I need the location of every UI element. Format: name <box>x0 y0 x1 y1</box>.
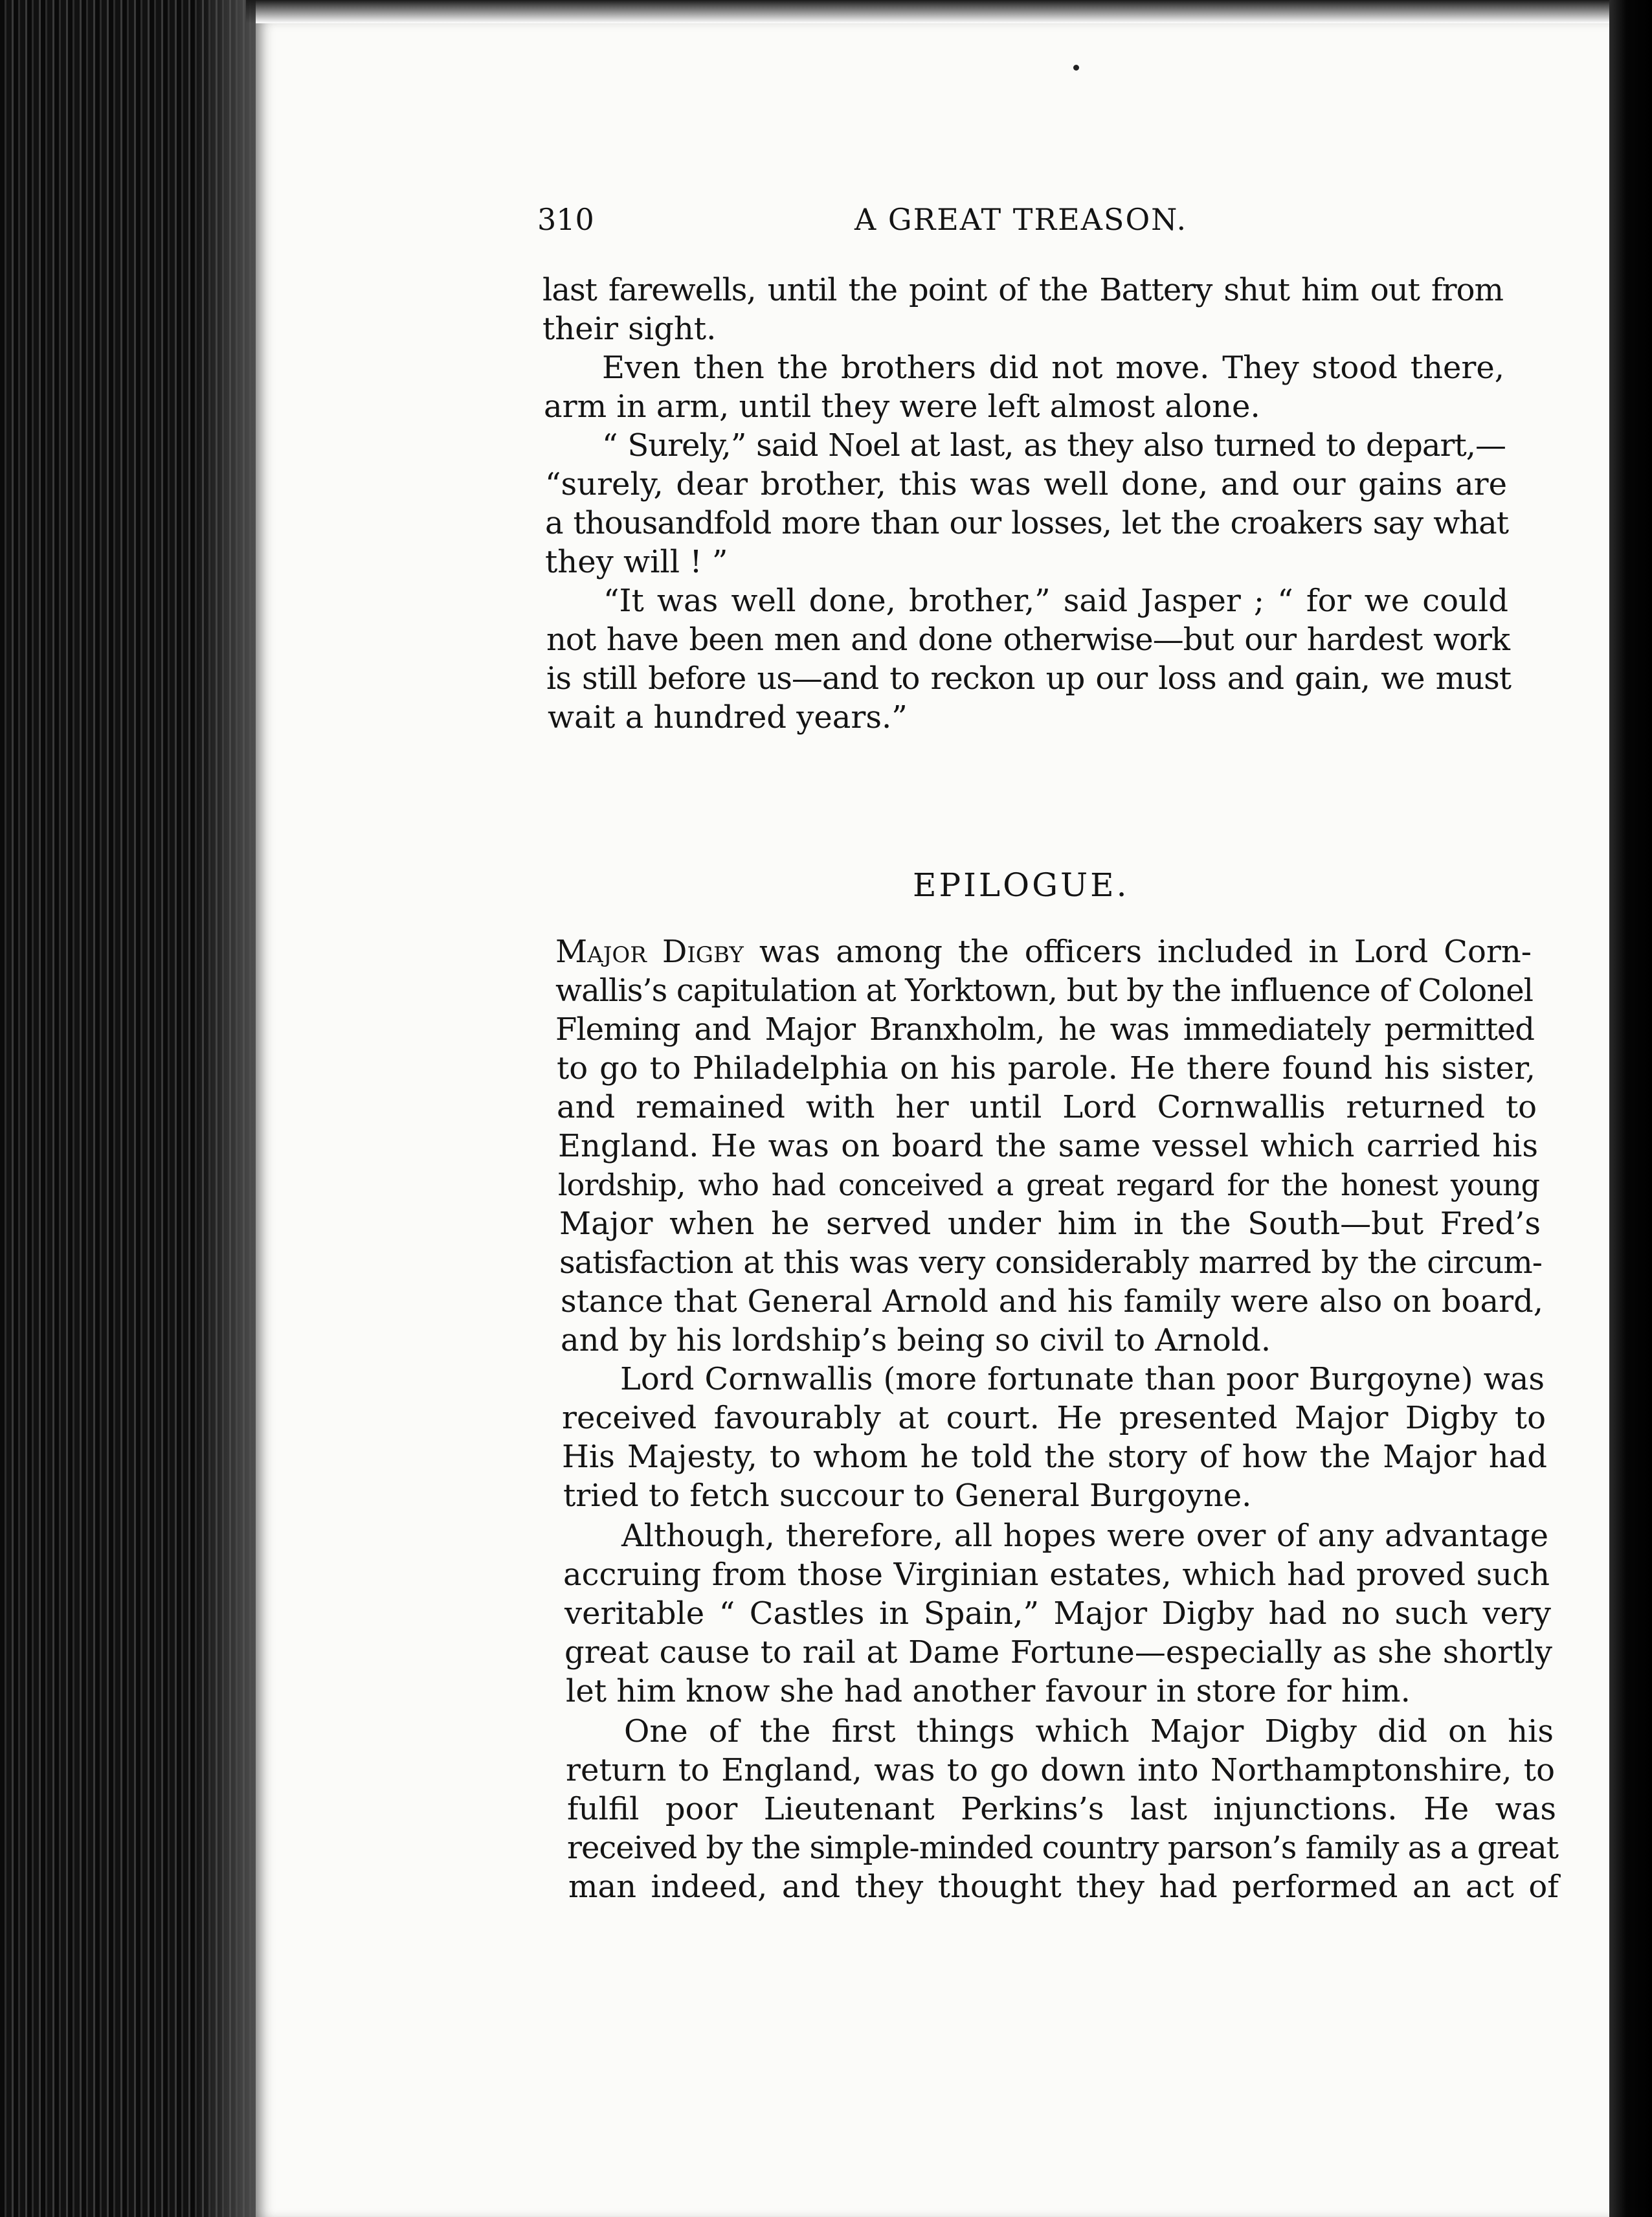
text-line: last farewells, until the point of the Battery shut him out from <box>542 272 1503 308</box>
right-page-edge <box>1609 0 1652 2217</box>
text-line: let him know she had another favour in store for him. <box>566 1673 1411 1709</box>
text-line: and by his lordship’s being so civil to Arnold. <box>561 1322 1271 1358</box>
text-line: they will ! ” <box>545 544 728 580</box>
text-line: Major when he served under him in the South—but Fred’s <box>559 1206 1541 1242</box>
top-edge-shadow <box>246 0 1612 23</box>
text-line: tried to fetch succour to General Burgoyne. <box>563 1478 1252 1514</box>
text-line: return to England, was to go down into Northamptonshire, to <box>566 1752 1555 1788</box>
text-line: man indeed, and they thought they had performed an act of <box>568 1869 1559 1905</box>
running-head <box>537 202 1188 243</box>
text-line: England. He was on board the same vessel which carried his <box>558 1128 1538 1164</box>
text-line: Although, therefore, all hopes were over of any advantage <box>621 1518 1548 1554</box>
text-line: to go to Philadelphia on his parole. He there found his sister, <box>557 1050 1535 1086</box>
text-line: Even then the brothers did not move. They stood there, <box>602 350 1504 386</box>
text-line: Lord Cornwallis (more fortunate than poor Burgoyne) was <box>620 1361 1545 1397</box>
text-line: stance that General Arnold and his family were also on board, <box>561 1283 1543 1320</box>
text-line: “ Surely,” said Noel at last, as they also turned to depart,— <box>602 427 1506 464</box>
text-line: arm in arm, until they were left almost alone. <box>544 388 1260 425</box>
text-line: a thousandfold more than our losses, let the croakers say what <box>545 505 1508 541</box>
text-line: One of the first things which Major Digby did on his <box>624 1713 1554 1750</box>
text-line: accruing from those Virginian estates, which had proved such <box>563 1557 1550 1593</box>
text-line: fulfil poor Lieutenant Perkins’s last injunctions. He was <box>567 1791 1556 1827</box>
text-line: is still before us—and to reckon up our loss and gain, we must <box>546 660 1511 697</box>
text-line-rest: was among the officers included in Lord Corn- <box>743 934 1532 970</box>
text-line: their sight. <box>542 311 717 347</box>
stray-ink-dot <box>1073 65 1079 71</box>
text-line: satisfaction at this was very considerably marred by the circum- <box>559 1244 1542 1281</box>
page-edges-shading <box>194 0 256 2217</box>
text-line: His Majesty, to whom he told the story of how the Major had <box>562 1439 1547 1475</box>
text-line: Fleming and Major Branxholm, he was immediately permitted <box>555 1011 1534 1048</box>
text-line: not have been men and done otherwise—but our hardest work <box>546 622 1510 658</box>
text-line: wallis’s capitulation at Yorktown, but by the influence of Colonel <box>555 973 1533 1009</box>
text-line: lordship, who had conceived a great regard for the honest young <box>558 1167 1539 1202</box>
text-line <box>555 932 1532 971</box>
epilogue-heading: EPILOGUE. <box>913 866 1130 904</box>
text-line: wait a hundred years.” <box>548 699 908 736</box>
text-line: and remained with her until Lord Cornwallis returned to <box>557 1089 1537 1125</box>
text-line: “surely, dear brother, this was well done, and our gains are <box>545 466 1507 502</box>
lead-smallcaps: Major Digby <box>555 934 744 970</box>
text-line: received by the simple-minded country parson’s family as a great <box>567 1830 1559 1866</box>
page-number: 310 <box>537 202 594 237</box>
text-line: veritable “ Castles in Spain,” Major Digby had no such very <box>564 1595 1551 1632</box>
text-line: “It was well done, brother,” said Jasper ; “ for we could <box>603 583 1508 619</box>
text-line: great cause to rail at Dame Fortune—especially as she shortly <box>564 1634 1552 1671</box>
text-line: received favourably at court. He presented Major Digby to <box>562 1400 1546 1436</box>
running-title: A GREAT TREASON. <box>854 202 1188 237</box>
